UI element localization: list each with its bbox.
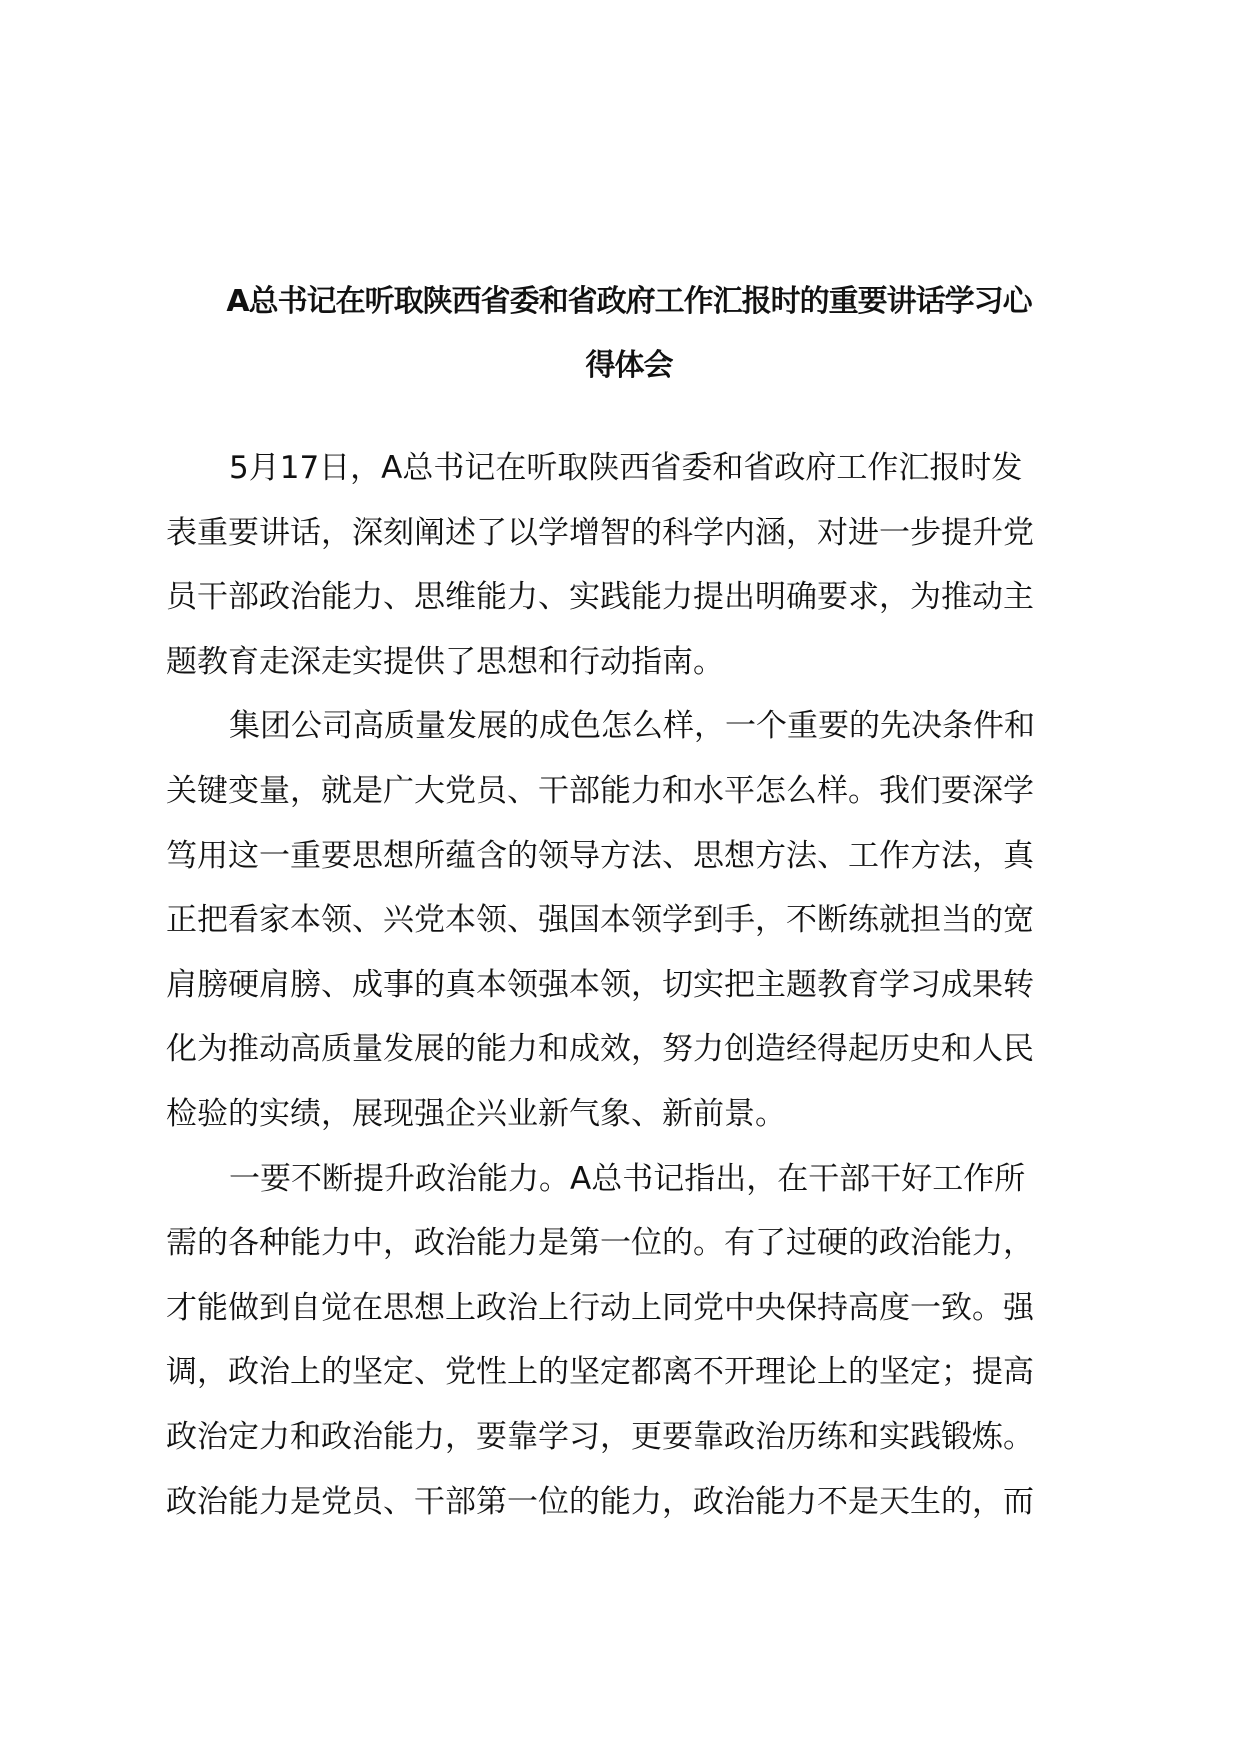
title-line: A总书记在听取陕西省委和省政府工作汇报时的重要讲话学习心 [226,284,1032,319]
document-title [166,270,1092,398]
text-line: 5月17日，A总书记在听取陕西省委和省政府工作汇报时发 [229,450,1023,486]
text-line: 需的各种能力中，政治能力是第一位的。有了过硬的政治能力， [166,1225,1034,1262]
text-line: 集团公司高质量发展的成色怎么样，一个重要的先决条件和 [229,708,1035,745]
text-line: 政治定力和政治能力，要靠学习，更要靠政治历练和实践锻炼。 [166,1418,1034,1455]
text-line: 化为推动高质量发展的能力和成效，努力创造经得起历史和人民 [166,1031,1034,1068]
text-line: 员干部政治能力、思维能力、实践能力提出明确要求，为推动主 [166,579,1034,616]
text-line: 检验的实绩，展现强企兴业新气象、新前景。 [166,1095,786,1132]
text-line: 表重要讲话，深刻阐述了以学增智的科学内涵，对进一步提升党 [166,514,1034,551]
text-line: 题教育走深走实提供了思想和行动指南。 [166,643,724,680]
paragraph-2 [166,694,1092,1146]
text-line: 政治能力是党员、干部第一位的能力，政治能力不是天生的，而 [166,1483,1034,1520]
text-line: 调，政治上的坚定、党性上的坚定都离不开理论上的坚定；提高 [166,1354,1034,1391]
paragraph-1 [166,436,1092,694]
text-line: 一要不断提升政治能力。A总书记指出，在干部干好工作所 [229,1160,1026,1197]
text-line: 关键变量，就是广大党员、干部能力和水平怎么样。我们要深学 [166,772,1034,809]
text-line: 笃用这一重要思想所蕴含的领导方法、思想方法、工作方法，真 [166,837,1034,874]
text-line: 肩膀硬肩膀、成事的真本领强本领，切实把主题教育学习成果转 [166,966,1034,1003]
paragraph-3 [166,1147,1092,1535]
text-line: 才能做到自觉在思想上政治上行动上同党中央保持高度一致。强 [166,1289,1034,1326]
text-line: 正把看家本领、兴党本领、强国本领学到手，不断练就担当的宽 [166,902,1034,939]
title-line: 得体会 [585,348,673,383]
document-content [166,270,1092,1534]
